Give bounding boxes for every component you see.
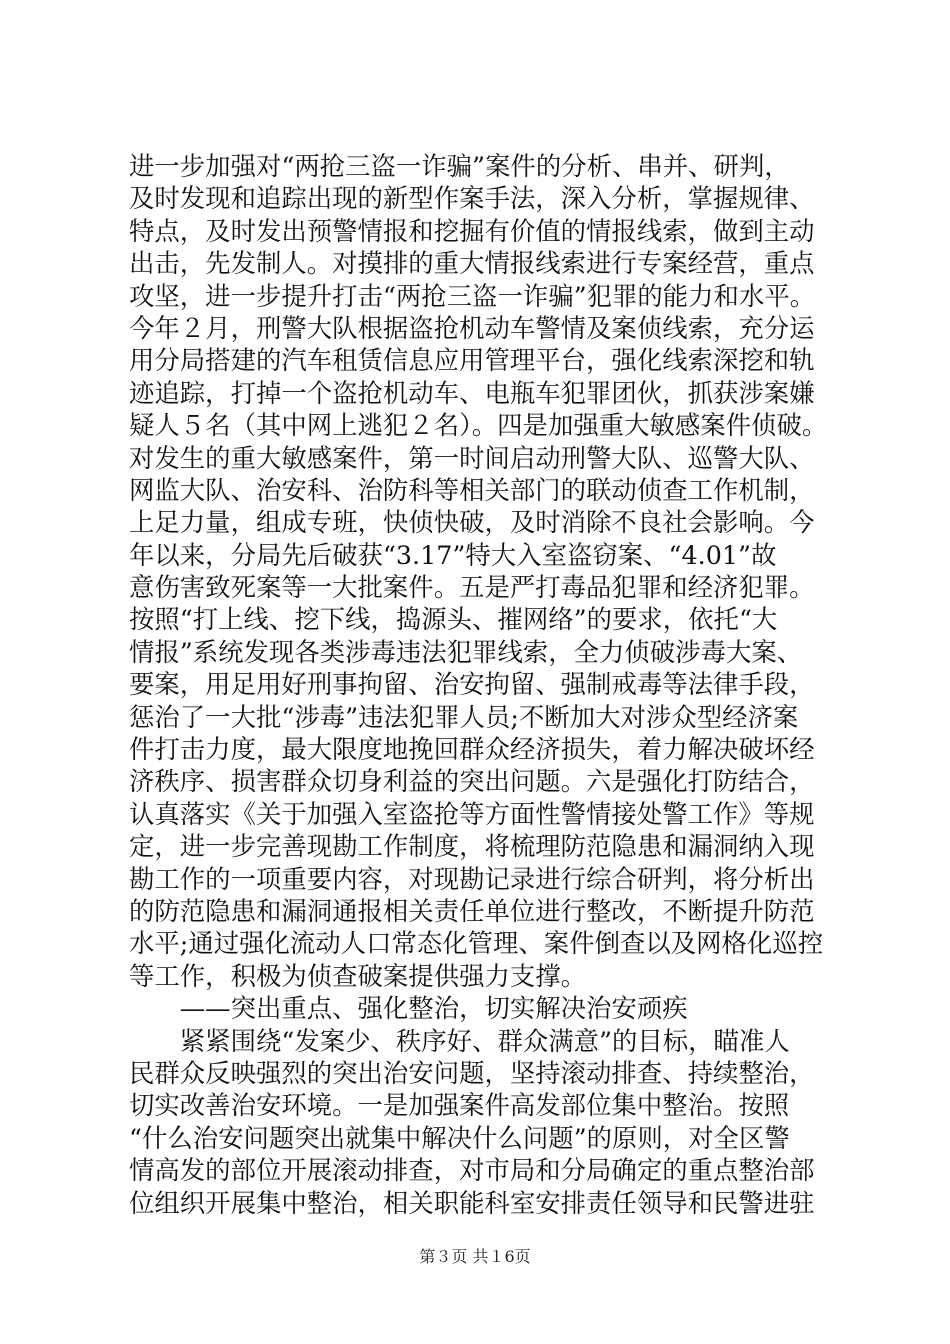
text-line: 认真落实《关于加强入室盗抢等方面性警情接处警工作》等规	[129, 798, 815, 829]
text-line: 及时发现和追踪出现的新型作案手法，深入分析，掌握规律、	[129, 183, 815, 214]
text-line: 水平;通过强化流动人口常态化管理、案件倒查以及网格化巡控	[129, 928, 824, 959]
text-line: 要案，用足用好刑事拘留、治安拘留、强制戒毒等法律手段，	[129, 669, 815, 700]
text-line: 惩治了一大批“涉毒”违法犯罪人员;不断加大对涉众型经济案	[129, 701, 799, 732]
text-line: 等工作，积极为侦查破案提供强力支撑。	[129, 960, 587, 991]
text-line: ——突出重点、强化整治，切实解决治安顽疾	[129, 993, 688, 1024]
text-line: 进一步加强对“两抢三盗一诈骗”案件的分析、串并、研判，	[129, 151, 790, 181]
page-footer: 第３页 共１6页	[419, 1247, 531, 1266]
text-line: 按照“打上线、挖下线，捣源头、摧网络”的要求，依托“大	[129, 604, 778, 635]
text-line: 意伤害致死案等一大批案件。五是严打毒品犯罪和经济犯罪。	[129, 572, 815, 603]
text-line: 定，进一步完善现勘工作制度，将梳理防范隐患和漏洞纳入现	[129, 831, 815, 862]
text-line: “什么治安问题突出就集中解决什么问题”的原则，对全区警	[129, 1122, 790, 1153]
body-text	[129, 150, 829, 1219]
text-line: 用分局搭建的汽车租赁信息应用管理平台，强化线索深挖和轨	[129, 345, 815, 376]
text-line: 今年２月，刑警大队根据盗抢机动车警情及案侦线索，充分运	[129, 312, 815, 343]
text-line: 位组织开展集中整治，相关职能科室安排责任领导和民警进驻	[129, 1187, 815, 1218]
text-line: 迹追踪，打掉一个盗抢机动车、电瓶车犯罪团伙，抓获涉案嫌	[129, 377, 815, 408]
text-line: 网监大队、治安科、治防科等相关部门的联动侦查工作机制，	[129, 474, 815, 505]
text-line: 出击，先发制人。对摸排的重大情报线索进行专案经营，重点	[129, 248, 815, 279]
text-line: 对发生的重大敏感案件，第一时间启动刑警大队、巡警大队、	[129, 442, 815, 473]
text-line: 年以来，分局先后破获“3.17”特大入室盗窃案、“4.01”故	[129, 539, 777, 570]
text-line: 民群众反映强烈的突出治安问题，坚持滚动排查、持续整治，	[129, 1057, 815, 1088]
text-line: 济秩序、损害群众切身利益的突出问题。六是强化打防结合，	[129, 766, 815, 797]
text-line: 切实改善治安环境。一是加强案件高发部位集中整治。按照	[129, 1090, 790, 1121]
text-line: 上足力量，组成专班，快侦快破，及时消除不良社会影响。今	[129, 507, 815, 538]
text-line: 情报”系统发现各类涉毒违法犯罪线索，全力侦破涉毒大案、	[129, 636, 803, 667]
text-line: 的防范隐患和漏洞通报相关责任单位进行整改，不断提升防范	[129, 895, 815, 926]
text-line: 勘工作的一项重要内容，对现勘记录进行综合研判，将分析出	[129, 863, 815, 894]
text-line: 攻坚，进一步提升打击“两抢三盗一诈骗”犯罪的能力和水平。	[129, 280, 816, 311]
text-line: 特点，及时发出预警情报和挖掘有价值的情报线索，做到主动	[129, 215, 815, 246]
text-line: 疑人５名（其中网上逃犯２名）。四是加强重大敏感案件侦破。	[129, 410, 828, 441]
text-line: 紧紧围绕“发案少、秩序好、群众满意”的目标，瞄准人	[129, 1025, 790, 1056]
text-line: 件打击力度，最大限度地挽回群众经济损失，着力解决破坏经	[129, 734, 815, 765]
text-line: 情高发的部位开展滚动排查，对市局和分局确定的重点整治部	[129, 1155, 815, 1186]
